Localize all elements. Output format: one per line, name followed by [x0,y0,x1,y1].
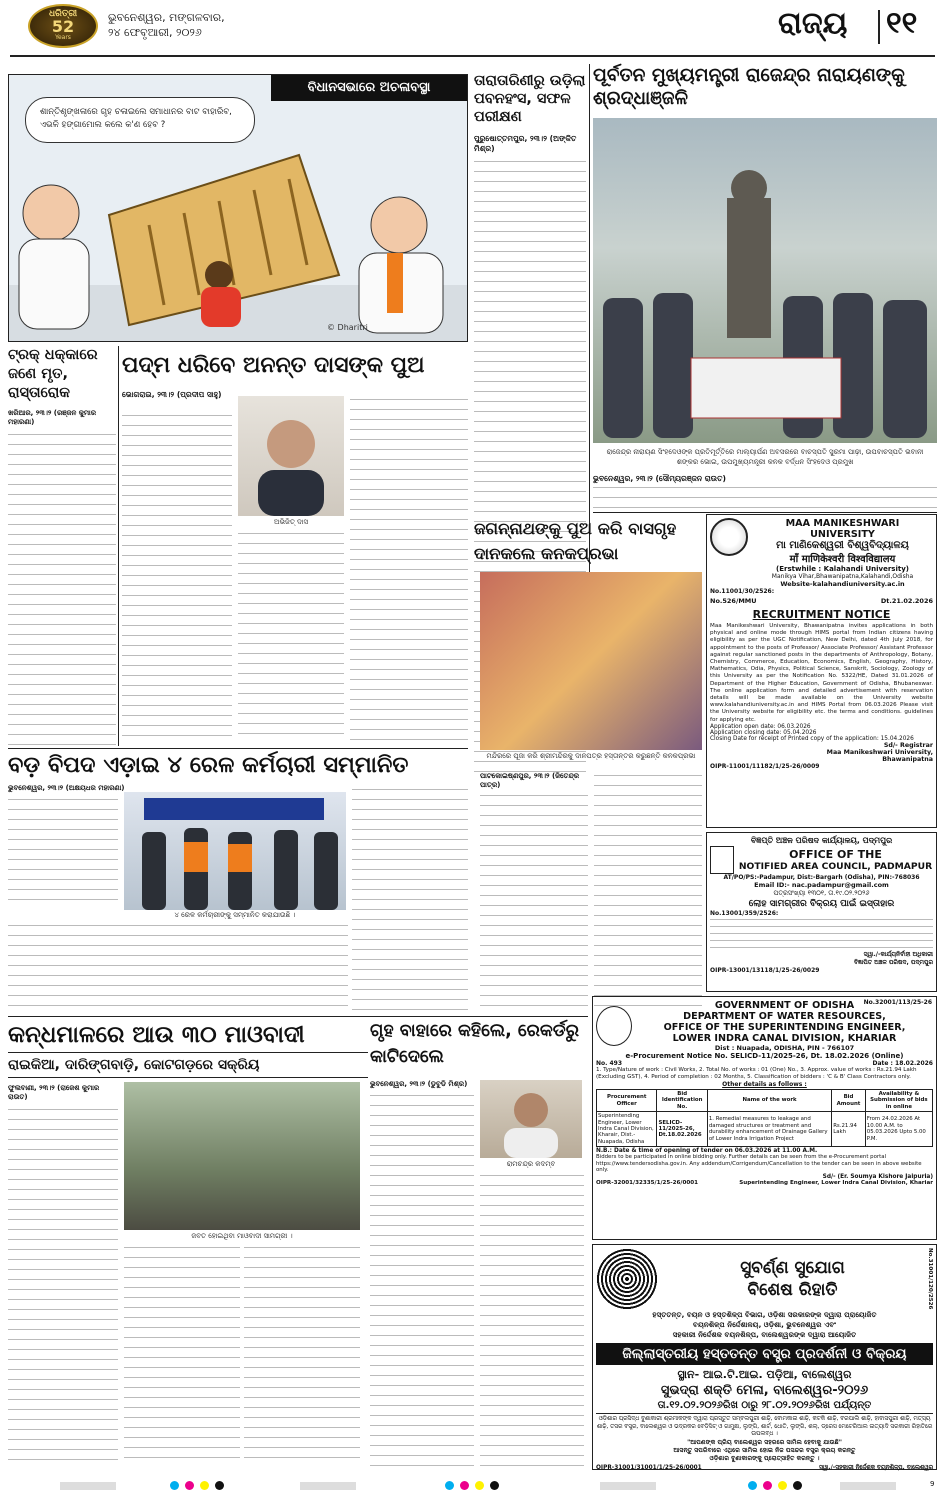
tribute-photo [593,118,937,443]
record-dateline: ଭୁବନେଶ୍ୱର, ୨୩।୨ (ଡୁବୁଡି ମିଶ୍ର) [370,1080,468,1088]
taratarini-dateline: ପୁରୁଷୋତ୍ତମପୁର, ୨୩।୨ (ଅଙ୍କିତ ମିଶ୍ର) [474,134,577,153]
place-date-line-1: ଭୁବନେଶ୍ୱର, ମଙ୍ଗଳବାର, [108,11,225,24]
university-notice-title: RECRUITMENT NOTICE [752,608,891,621]
story-tribute [593,64,937,514]
record-headline: ଗୃହ ବାହାରେ କହିଲେ, ରେକର୍ଡରୁ କାଟିଦେଲେ [370,1021,580,1067]
padma-body-mid [238,530,344,742]
magenta-dot [460,1481,469,1490]
university-name-or: ମା ମାଣିକେଶ୍ୱରୀ ବିଶ୍ୱବିଦ୍ୟାଳୟ [776,540,909,551]
logo-text: ଧରିତ୍ରୀ [48,9,78,19]
ad-nac [706,832,937,992]
canal-cell-4: Rs.21.94 Lakh [832,1112,866,1147]
canal-title-1: GOVERNMENT OF ODISHA [714,1000,855,1011]
rail-photo-graphic [124,792,346,910]
canal-table-header [597,1090,933,1112]
story-rail [8,750,468,1012]
university-notice-body: Maa Manikeshwari University, Bhawanipatna invites applications in both physical and online mode through HIMS portal from Indian citizens having eligibility as per the UGC Notification, New Delhi, dated 4th July 2018, for appointment to the posts of Professor/ Associate Professor/ Assistant Professor against regular sanctioned posts in the departments of Anthropology, Botany, Chemistry, Commerce, Education, Economics, English, Geography, History, Mathematics, Odia, Physics, Political Science, Sanskrit, Sociology, Zoology of this University as per the Notification No. 5322/HE, Dated 31.01.2026 of Department of the Higher Education, Government of Odisha, Bhubaneswar. The online application form and detailed advertisement with reservation details will be made available on the University website www.kalahandiuniversity.ac.in and HIMS Portal from 06.03.2026 Please visit the University website for eligibility etc. the terms and conditions. guidelines for applying etc. [710,623,933,723]
footer-grey-block-2 [300,1482,356,1490]
masthead-divider [878,10,880,44]
rail-caption: ୪ ରେଳ କର୍ମଚାରୀଙ୍କୁ ସମ୍ମାନିତ କରାଯାଉଛି । [174,911,296,919]
handloom-slogan-3: ଓଡ଼ିଶାର ବୁଣାକାରଙ୍କୁ ପ୍ରୋତ୍ସାହିତ କରନ୍ତୁ । [709,1454,820,1462]
canal-emblem [596,1006,632,1046]
nac-emblem [710,846,734,874]
place-date-line-2: ୨୪ ଫେବୃଆରୀ, ୨୦୨୬ [108,26,202,39]
place-date [108,10,225,40]
magenta-dot [763,1481,772,1490]
nac-sign-2: ବିଜ୍ଞାପିତ ଅଞ୍ଚଳ ପରିଷଦ, ପଦ୍ମପୁର [853,959,933,966]
truck-body [8,431,116,751]
nac-address: AT/PO/PS:-Padampur, Dist:-Bargarh (Odisha), PIN:-768036 [723,874,920,881]
padma-photo [238,396,344,516]
black-dot [215,1481,224,1490]
maoist-dateline: ଫୁଲବାଣୀ, ୨୩।୨ (ରାଜେଶ କୁମାର ରାଉତ) [8,1084,100,1101]
record-body-1 [370,1092,474,1466]
maoist-body-3 [244,1244,360,1466]
canal-cell-2: SELICD-11/2025-26, Dt.18.02.2026 [657,1112,707,1147]
handloom-line-3: ସହକାରୀ ନିର୍ଦ୍ଦେଶକ ବୟନଶିଳ୍ପ, ବାଲେଶ୍ୱରଙ୍କ ଦ୍ୱାରା ଆୟୋଜିତ [672,1330,857,1339]
yellow-dot [778,1481,787,1490]
canal-col-3: Name of the work [707,1090,831,1112]
middle-figure-body [201,287,241,327]
canal-cell-3: 1. Remedial measures to leakage and damaged structures or treatment and durability enhancement of Drainage Gallery of Lower Indra Irrigation Project [707,1112,831,1147]
canal-sign-2: Superintending Engineer, Lower Indra Canal Division, Khariar [739,1180,933,1187]
padma-dateline: ଭୋଗରାଇ, ୨୩।୨ (ପ୍ରଦୀପ ସାହୁ) [122,390,222,399]
university-erstwhile: (Erstwhile : Kalahandi University) [776,565,909,573]
statue-graphic [593,118,937,443]
speech-text: ଶାନ୍ତିଶୃଙ୍ଖଳାରେ ଗୃହ ଚଳାଇଲେ ସମାଧାନର ବାଟ ବାହାରିବ, ଏଭଳି ହଙ୍ଗାମୋଲ କଲେ କ'ଣ ହେବ ? [40,107,232,130]
logo-number: 52 [51,17,75,36]
canal-table [596,1089,933,1147]
maoist-photo [124,1082,360,1230]
footer-grey-block-4 [840,1482,896,1490]
canal-title-5: Dist : Nuapada, ODISHA, PIN - 766107 [714,1044,855,1052]
footer-grey-block-1 [60,1482,116,1490]
cartoon-banner: ବିଧାନସଭାରେ ଅଚଳାବସ୍ଥା [271,75,467,101]
handloom-logo [596,1248,658,1310]
canal-col-4: Bid Amount [832,1090,866,1112]
handloom-line-1: ହସ୍ତତନ୍ତ, ବୟନ ଓ ହସ୍ତଶିଳ୍ପ ବିଭାଗ, ଓଡ଼ିଶା ସରକାରଙ୍କ ଦ୍ୱାରା ପ୍ରାୟୋଜିତ [652,1310,877,1319]
padma-photo-caption: ଅଭିଜିତ୍ ଦାସ [273,518,309,526]
maoist-headline: କନ୍ଧମାଳରେ ଆଉ ୩୦ ମାଓବାଦୀ [8,1022,305,1048]
university-sign-1: Sd/- Registrar [883,741,933,749]
cartoon-credit: © Dharitri [327,323,368,332]
story-record [370,1018,588,1468]
nac-body [710,917,933,951]
jagannath-caption: ମନ୍ଦିରରେ ପୂଜା କରି ଶ୍ରୀମନ୍ଦିରକୁ ଦାନପତ୍ର ହସ୍ତାନ୍ତର କରୁଛନ୍ତି କନକପ୍ରଭା [486,752,696,760]
university-date: Dt.21.02.2026 [880,597,933,605]
record-photo-caption: ରାମଚନ୍ଦ୍ର କଦମ୍ବ [506,1160,556,1168]
rail-headline: ବଡ଼ ବିପଦ ଏଡ଼ାଇ ୪ ରେଳ କର୍ମଚାରୀ ସମ୍ମାନିତ [8,752,409,778]
section-name: ରାଜ୍ୟ [778,6,848,41]
university-letter-no: No.526/MMU [710,597,757,605]
university-print-date: Closing Date for receipt of Printed copy of the application: 15.04.2026 [710,735,914,742]
masthead [0,0,945,52]
canal-date: Date : 18.02.2026 [872,1060,933,1067]
footer-page-mark: 9 [930,1480,935,1488]
canal-title-2: DEPARTMENT OF WATER RESOURCES, [683,1011,886,1022]
nac-top: ବିଜ୍ଞପ୍ତି ଅଞ୍ଚଳ ପରିଷଦ କାର୍ଯ୍ୟାଳୟ, ପଦ୍ମପୁର [750,836,893,845]
maoist-caption: ଜବତ ହୋଇଥିବା ମାଓବାଦୀ ସାମଗ୍ରୀ । [191,1232,293,1240]
nac-title-2: NOTIFIED AREA COUNCIL, PADMAPUR [738,861,933,872]
padma-body-right [350,396,468,742]
handloom-mela: ସୁଭଦ୍ରା ଶକ୍ତି ମେଳା, ବାଲେଶ୍ୱର-୨୦୨୬ [660,1383,869,1398]
yellow-dot [475,1481,484,1490]
nac-title-1: OFFICE OF THE [789,848,882,861]
university-oipr: OIPR-11001/11182/1/25-26/0009 [710,762,820,770]
canal-cell-1: Superintending Engineer, Lower Indra Canal Division, Kharair, Dist.-Nuapada, Odisha [597,1112,657,1147]
canal-no: No.32001/113/25-26 [863,999,932,1006]
jagannath-body-2 [594,772,702,1012]
tribute-headline: ପୂର୍ବତନ ମୁଖ୍ୟମନ୍ତ୍ରୀ ରାଜେନ୍ଦ୍ର ନାରାୟଣଙ୍କୁ ଶ୍ରଦ୍ଧାଞ୍ଜଳି [593,65,905,109]
masthead-rule [10,55,935,57]
footer-cmyk-2 [445,1481,499,1490]
university-no-left: No.11001/30/2526: [710,588,775,595]
page-number: ୧୧ [886,6,918,41]
handloom-dates: ତା.୧୨.୦୨.୨୦୨୬ରିଖ ଠାରୁ ୨୮.୦୨.୨୦୨୬ରିଖ ପର୍ଯ୍ୟନ୍ତ [596,1399,933,1414]
column-rule-2 [118,346,119,746]
cartoon-drawing [9,135,467,341]
magenta-dot [185,1481,194,1490]
tribute-dateline: ଭୁବନେଶ୍ୱର, ୨୩।୨ (ସୌମ୍ୟରଞ୍ଜନ ରାଉତ) [593,474,727,483]
canal-title-3: OFFICE OF THE SUPERINTENDING ENGINEER, [663,1022,906,1033]
rail-photo [124,792,346,910]
maoist-body-1 [8,1106,118,1466]
rail-body-2 [8,922,348,1010]
handloom-body: ଓଡ଼ିଶାର ପ୍ରସିଦ୍ଧ ବୁଣାକାରୀ ଶ୍ରମୀକଙ୍କ ଦ୍ୱାରା ପ୍ରସ୍ତୁତ ସମ୍ବଲପୁରୀ ଶାଢ଼ି, ବୋମକାଇ ଶାଢ଼ି, କଟକି ଶାଢ଼ି, ବରପାଲି ଶାଢ଼ି, ହାବାସପୁରୀ ଶାଢ଼ି, ମତ୍ସ୍ୟ ଶାଢ଼ି, ତସର ବସ୍ତ୍ର, ବାଲେଶ୍ୱର ଓ ଭଦ୍ରକର ବେଡ଼ିସିଟ୍ ଓ ଗାମୁଛା, ଲୁଙ୍ଗି, ଶାର୍ଟ, ଧୋତି, ଲୁଙ୍ଗି, ଶଲ୍, ଡ୍ରେସ ମେଟେରିଆଲ ଇତ୍ୟାଦି ସରକାରୀ ରିହାତିରେ ଉପଲବ୍ଧ । [596,1416,933,1438]
handloom-line-2: ବୟନଶିଳ୍ପ ନିର୍ଦ୍ଦେଶାଳୟ, ଓଡ଼ିଶା, ଭୁବନେଶ୍ୱର ଏବଂ [693,1320,836,1329]
maoist-top-rule [8,1016,588,1017]
canal-col-1: Procurement Officer [597,1090,657,1112]
nac-refno: ପତ୍ରସଂଖ୍ୟା ୧୩୦୧, ତା.୧୯.୦୨.୨୦୨୬ [773,889,870,897]
canal-table-row [597,1112,933,1147]
record-body-2 [480,1172,584,1466]
record-portrait-graphic [480,1080,582,1158]
handloom-sign: ସ୍ୱା./-ସହକାରୀ ନିର୍ଦ୍ଦେଶକ ବୟନଶିଳ୍ପ, ବାଲେଶ୍ୱର [818,1464,933,1471]
rail-dateline: ଭୁବନେଶ୍ୱର, ୨୩।୨ (ଅକ୍ଷୟଧର ମହାରଣା) [8,784,125,792]
middle-figure-head [205,261,233,289]
ad-university [706,514,937,828]
truck-dateline: ଖରିଆର, ୨୩।୨ (ରଞ୍ଜନ କୁମାର ମହାରଣା) [8,409,97,426]
university-name-en: MAA MANIKESHWARI UNIVERSITY [785,518,900,540]
ad-handloom [592,1244,937,1470]
padma-body-left [122,412,232,742]
canal-col-2: Bid Identification No. [657,1090,707,1112]
right-figure-head [371,197,427,253]
cyan-dot [170,1481,179,1490]
nac-notice: ଲୋହ ସାମଗ୍ରୀର ବିକ୍ରୟ ପାଇଁ ଇସ୍ତାହାର [748,899,895,909]
university-close-date: Application closing date: 05.04.2026 [710,729,817,736]
maoist-subhead: ରାଇକିଆ, ଦାରିଙ୍ଗବାଡ଼ି, କୋଟଗଡ଼ରେ ସକ୍ରିୟ [8,1052,368,1078]
cartoon-panel [8,74,468,342]
left-figure-body [19,239,89,329]
ad-canal [592,996,937,1240]
nac-oipr: OIPR-13001/13118/1/25-26/0029 [710,967,820,974]
tribute-bottom-rule [593,512,937,513]
university-name-hi: माँ माणिकेश्वरी विश्वविद्यालय [789,554,896,565]
jagannath-body-1 [480,792,588,1012]
canal-cell-5: From 24.02.2026 At 10.00 A.M. to 05.03.2026 Upto 5.00 P.M. [865,1112,932,1147]
university-sign-2: Maa Manikeshwari University, [826,748,933,756]
university-address: Manikya Vihar,Bhawanipatna,Kalahandi,Odisha [771,573,914,580]
university-open-date: Application open date: 06.03.2026 [710,723,811,730]
university-header [710,518,933,588]
nac-sign: ସ୍ୱା./-କାର୍ଯ୍ୟନିର୍ବାହୀ ଅଧିକାରୀ [863,951,933,958]
tribute-caption: ରାଜେନ୍ଦ୍ର ନାରାୟଣ ସିଂହଦେଓଙ୍କ ପ୍ରତିମୂର୍ତ୍ତିରେ ମାଲ୍ୟାର୍ପଣ ଅବସରରେ ବାଚସ୍ପତି ସୁରମା ପାଢ଼ୀ, ଉପବାଚସ୍ପତି ଭବାନୀ ଶଙ୍କର ଭୋଇ, ଉପମୁଖ୍ୟମନ୍ତ୍ରୀ କନକ ବର୍ଦ୍ଧନ ସିଂହଦେଓ ପ୍ରମୁଖ [606,448,924,466]
handloom-banner: ଜିଲ୍ଲାସ୍ତରୀୟ ହସ୍ତତନ୍ତ ବସ୍ତ୍ର ପ୍ରଦର୍ଶନୀ ଓ ବିକ୍ରୟ [596,1343,933,1365]
black-dot [490,1481,499,1490]
right-figure-scarf [387,253,403,313]
footer-cmyk-1 [170,1481,224,1490]
portrait-graphic [238,396,344,516]
canal-notice-no: e-Procurement Notice No. SELICD-11/2025-26, Dt. 18.02.2026 (Online) [625,1052,904,1060]
cyan-dot [748,1481,757,1490]
canal-oipr: OIPR-32001/32335/1/25-26/0001 [596,1180,699,1187]
story-jagannath [474,516,704,1016]
nac-no: No.13001/359/2526: [710,910,779,917]
jagannath-headline: ଜଗନ୍ନାଥଙ୍କୁ ପୁଅ କରି ବାସଗୃହ ଦାନକଲେ କନକପ୍ରଭା [474,519,677,563]
story-truck [8,346,116,746]
canal-nb-2: Bidders to be participated in online bidding only. Further details can be seen from the e-Procurement portal https://www.tendersodisha.gov.in. Any addendum/Corrigendum/Cancellation to the tender can be seen in above website only. [596,1154,922,1174]
logo [28,4,98,48]
rail-body-3 [352,786,468,1010]
handloom-head-1: ସୁବର୍ଣ୍ଣ ସୁଯୋଗ [740,1258,845,1278]
cyan-dot [445,1481,454,1490]
university-seal [710,518,748,556]
handloom-slogan-2: ଆସନ୍ତୁ ସପରିବାରେ ଏଥିରେ ସାମିଲ ହୋଇ ନିଜ ପସନ୍ଦର ବସ୍ତ୍ର କ୍ରୟ କରନ୍ତୁ [673,1446,856,1454]
canal-nb: N.B.: Date & time of opening of tender on 06.03.2026 at 11.00 A.M. [596,1148,818,1155]
handloom-side-no: No.31001/120/2526 [927,1248,933,1310]
canal-no-493: No. 493 [596,1060,623,1067]
handloom-venue: ସ୍ଥାନ- ଆଇ.ଟି.ଆଇ. ପଡ଼ିଆ, ବାଲେଶ୍ୱର [677,1368,852,1381]
university-sign-3: Bhawanipatna [882,755,933,763]
university-website: Website-kalahandiuniversity.ac.in [780,580,905,588]
tribute-body [593,484,937,510]
handloom-oipr: OIPR-31001/31001/1/25-26/0001 [596,1464,702,1471]
canal-title-4: LOWER INDRA CANAL DIVISION, KHARIAR [672,1033,897,1044]
logo-sub: Years [55,34,71,41]
canal-col-5: Availability & Submission of bids in online [865,1090,932,1112]
record-photo [480,1080,582,1158]
canal-line-1: 1. Type/Nature of work : Civil Works, 2. Total No. of works : 01 (One) No., 3. Approx. value of works : Rs.21.94 Lakh (Excluding GST), 4. Period of completion : 02 Months, 5. Classification of bidders : 'C & B' Class Contractors only. [596,1067,917,1080]
footer-marks [0,1478,945,1497]
taratarini-headline: ତାରାତାରିଣୀରୁ ଉଡ଼ିଲା ପବନହଂସ, ସଫଳ ପରୀକ୍ଷଣ [474,73,586,125]
story-maoist [8,1018,368,1468]
handloom-head-2: ବିଶେଷ ରିହାତି [747,1280,838,1300]
canal-sign: Sd/- (Er. Soumya Kishore Jaipuria) [822,1174,933,1181]
jagannath-photo [480,572,702,750]
rail-top-rule [8,748,468,749]
nac-email: Email ID:- nac.padampur@gmail.com [754,881,889,889]
padma-headline: ପଦ୍ମ ଧରିବେ ଅନନ୍ତ ଦାସଙ୍କ ପୁଅ [122,353,425,378]
footer-cmyk-3 [748,1481,802,1490]
truck-headline: ଟ୍ରକ୍ ଧକ୍କାରେ ଜଣେ ମୃତ, ରାସ୍ତାରୋକ [8,347,98,401]
jagannath-dateline: ପାଟକୋଇଷ୍ଣପୁର, ୨୩।୨ (ଜିତେନ୍ଦ୍ର ପାତ୍ର) [480,772,580,789]
yellow-dot [200,1481,209,1490]
story-padma [122,346,468,746]
maoist-body-2 [124,1244,240,1466]
black-dot [793,1481,802,1490]
handloom-slogan-1: "ଆପଣଙ୍କ ପ୍ରିୟ ବାଲେଶ୍ୱର ସହରରେ ସାମିଲ ହେବାକୁ ଯାଉଛି" [687,1438,842,1446]
footer-grey-block-3 [600,1482,656,1490]
canal-line-2: Other details as follows : [722,1081,807,1088]
rail-body-1 [8,796,118,902]
left-figure-head [23,185,79,241]
